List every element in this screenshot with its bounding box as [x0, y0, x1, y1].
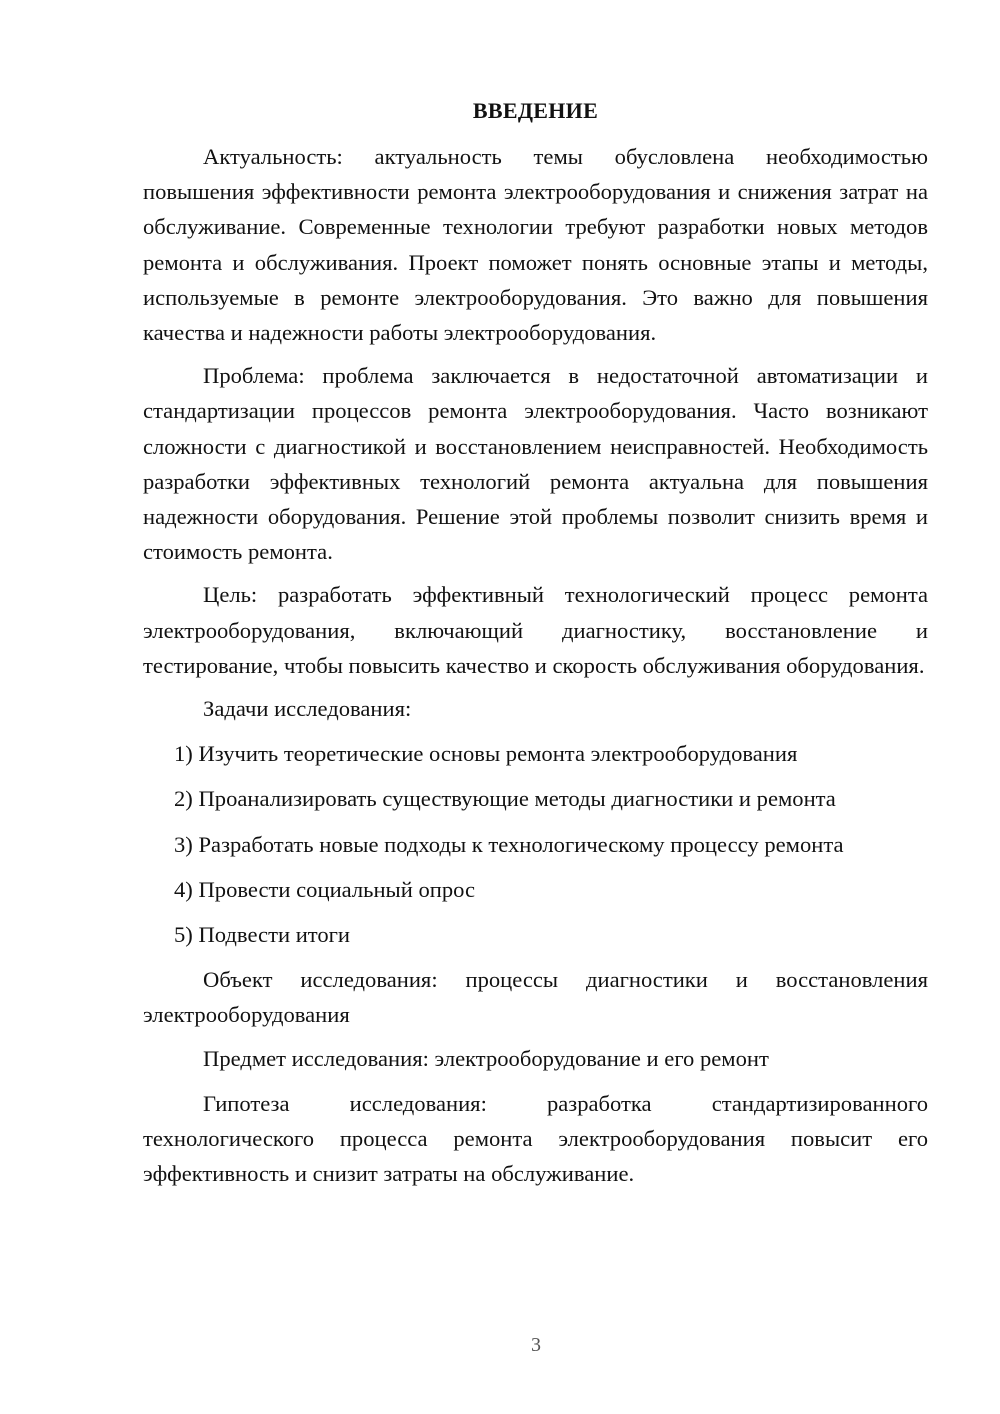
paragraph-problem: Проблема: проблема заключается в недостаточной автоматизации и стандартизации процессов ремонта электрооборудования. Часто возникают сложности с диагностикой и восстановлением неисправностей. Необходимость разработки эффективных технологий ремонта актуальна для повышения надежности оборудования. Решение этой проблемы позволит снизить время и стоимость ремонта. [143, 363, 928, 565]
paragraph-relevance: Актуальность: актуальность темы обусловлена необходимостью повышения эффективности ремонта электрооборудования и снижения затрат на обслуживание. Современные технологии требуют разработки новых методов ремонта и обслуживания. Проект поможет понять основные этапы и методы, используемые в ремонте электрооборудования. Это важно для повышения качества и надежности работы электрооборудования. [143, 144, 928, 346]
task-item-2: 2) Проанализировать существующие методы диагностики и ремонта [174, 786, 836, 812]
task-item-1: 1) Изучить теоретические основы ремонта электрооборудования [174, 741, 798, 767]
tasks-heading: Задачи исследования: [203, 696, 412, 722]
task-item-5: 5) Подвести итоги [174, 922, 351, 948]
paragraph-goal: Цель: разработать эффективный технологический процесс ремонта электрооборудования, включающий диагностику, восстановление и тестирование, чтобы повысить качество и скорость обслуживания оборудования. [143, 582, 928, 678]
paragraph-subject: Предмет исследования: электрооборудование и его ремонт [203, 1045, 769, 1071]
section-title: ВВЕДЕНИЕ [472, 98, 599, 123]
tasks-list [143, 736, 928, 952]
paragraph-hypothesis: Гипотеза исследования: разработка стандартизированного технологического процесса ремонта электрооборудования повысит его эффективность и снизит затраты на обслуживание. [143, 1090, 928, 1187]
task-item-4: 4) Провести социальный опрос [174, 876, 476, 902]
page-number: 3 [531, 1334, 541, 1356]
task-item-3: 3) Разработать новые подходы к технологическому процессу ремонта [174, 831, 844, 857]
paragraph-object: Объект исследования: процессы диагностики и восстановления электрооборудования [143, 967, 928, 1028]
document-page [143, 96, 928, 1199]
